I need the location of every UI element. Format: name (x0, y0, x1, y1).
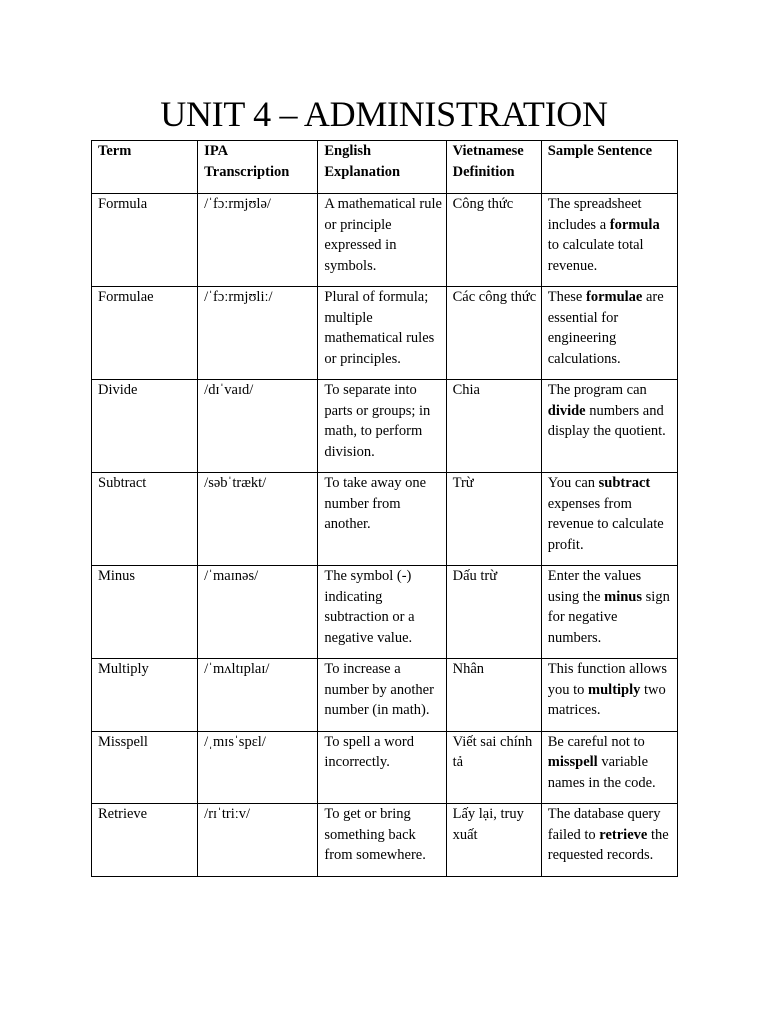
sentence-cell (541, 287, 677, 380)
sentence-keyword: formula (609, 216, 660, 233)
ipa-cell: /ˈfɔːrmjʊlə/ (198, 194, 318, 287)
sentence-keyword: subtract (598, 475, 651, 491)
sentence-after: two matrices. (547, 681, 666, 718)
vietnamese-cell: Viết sai chính tả (446, 731, 541, 804)
ipa-cell: /ˈmaɪnəs/ (198, 566, 318, 659)
table-row (92, 287, 678, 380)
header-english: English Explanation (318, 141, 446, 194)
term-cell: Minus (92, 566, 198, 659)
header-term: Term (92, 141, 198, 194)
sentence-before: The spreadsheet includes a (547, 196, 642, 233)
sentence-cell (541, 804, 677, 877)
sentence-after: the requested records. (547, 826, 669, 863)
vocabulary-table (91, 140, 678, 877)
english-cell: The symbol (-) indicating subtraction or a negative value. (318, 566, 446, 659)
sentence-cell (541, 380, 677, 473)
header-sentence: Sample Sentence (541, 141, 677, 194)
english-cell: To increase a number by another number (in math). (318, 659, 446, 732)
ipa-cell: /ˈfɔːrmjʊliː/ (198, 287, 318, 380)
term-cell: Misspell (92, 731, 198, 804)
sentence-before: These (547, 289, 586, 305)
table-row (92, 731, 678, 804)
vietnamese-cell: Trừ (446, 473, 541, 566)
term-cell: Divide (92, 380, 198, 473)
sentence-keyword: multiply (588, 681, 641, 698)
sentence-keyword: divide (547, 402, 586, 419)
table-row (92, 804, 678, 877)
sentence-before: You can (547, 475, 599, 491)
sentence-keyword: minus (604, 588, 643, 605)
sentence-cell (541, 731, 677, 804)
vietnamese-cell: Công thức (446, 194, 541, 287)
table-row (92, 659, 678, 732)
sentence-keyword: misspell (547, 754, 598, 770)
term-cell: Retrieve (92, 804, 198, 877)
table-row (92, 380, 678, 473)
term-cell: Formula (92, 194, 198, 287)
sentence-cell (541, 473, 677, 566)
sentence-after: are essential for engineering calculations. (547, 289, 664, 367)
vietnamese-cell: Dấu trừ (446, 566, 541, 659)
sentence-cell (541, 566, 677, 659)
english-cell: To spell a word incorrectly. (318, 731, 446, 804)
sentence-cell (541, 194, 677, 287)
english-cell: To separate into parts or groups; in math, to perform division. (318, 380, 446, 473)
header-ipa: IPA Transcription (198, 141, 318, 194)
sentence-after: variable names in the code. (547, 754, 656, 791)
term-cell: Subtract (92, 473, 198, 566)
sentence-before: Be careful not to (547, 733, 645, 750)
vietnamese-cell: Nhân (446, 659, 541, 732)
sentence-after: expenses from revenue to calculate profit. (547, 495, 664, 553)
english-cell: A mathematical rule or principle expressed in symbols. (318, 194, 446, 287)
table-row (92, 566, 678, 659)
english-cell: To get or bring something back from somewhere. (318, 804, 446, 877)
vietnamese-cell: Chia (446, 380, 541, 473)
sentence-keyword: retrieve (599, 826, 648, 843)
table-row (92, 194, 678, 287)
sentence-after: numbers and display the quotient. (547, 402, 666, 439)
sentence-after: sign for negative numbers. (547, 588, 670, 646)
sentence-before: The database query failed to (547, 806, 661, 843)
english-cell: Plural of formula; multiple mathematical rules or principles. (318, 287, 446, 380)
sentence-keyword: formulae (586, 289, 643, 305)
ipa-cell: /ˈmʌltɪplaɪ/ (198, 659, 318, 732)
sentence-cell (541, 659, 677, 732)
term-cell: Formulae (92, 287, 198, 380)
ipa-cell: /ˌmɪsˈspɛl/ (198, 731, 318, 804)
sentence-before: The program can (547, 382, 647, 398)
sentence-after: to calculate total revenue. (547, 237, 644, 274)
ipa-cell: /rɪˈtriːv/ (198, 804, 318, 877)
table-row (92, 473, 678, 566)
page-title: UNIT 4 – ADMINISTRATION (160, 94, 608, 134)
header-vietnamese: Vietnamese Definition (446, 141, 541, 194)
vietnamese-cell: Lấy lại, truy xuất (446, 804, 541, 877)
sentence-before: This function allows you to (547, 661, 667, 698)
vietnamese-cell: Các công thức (446, 287, 541, 380)
ipa-cell: /dɪˈvaɪd/ (198, 380, 318, 473)
term-cell: Multiply (92, 659, 198, 732)
ipa-cell: /səbˈtrækt/ (198, 473, 318, 566)
table-header-row (92, 141, 678, 194)
english-cell: To take away one number from another. (318, 473, 446, 566)
sentence-before: Enter the values using the (547, 568, 642, 605)
